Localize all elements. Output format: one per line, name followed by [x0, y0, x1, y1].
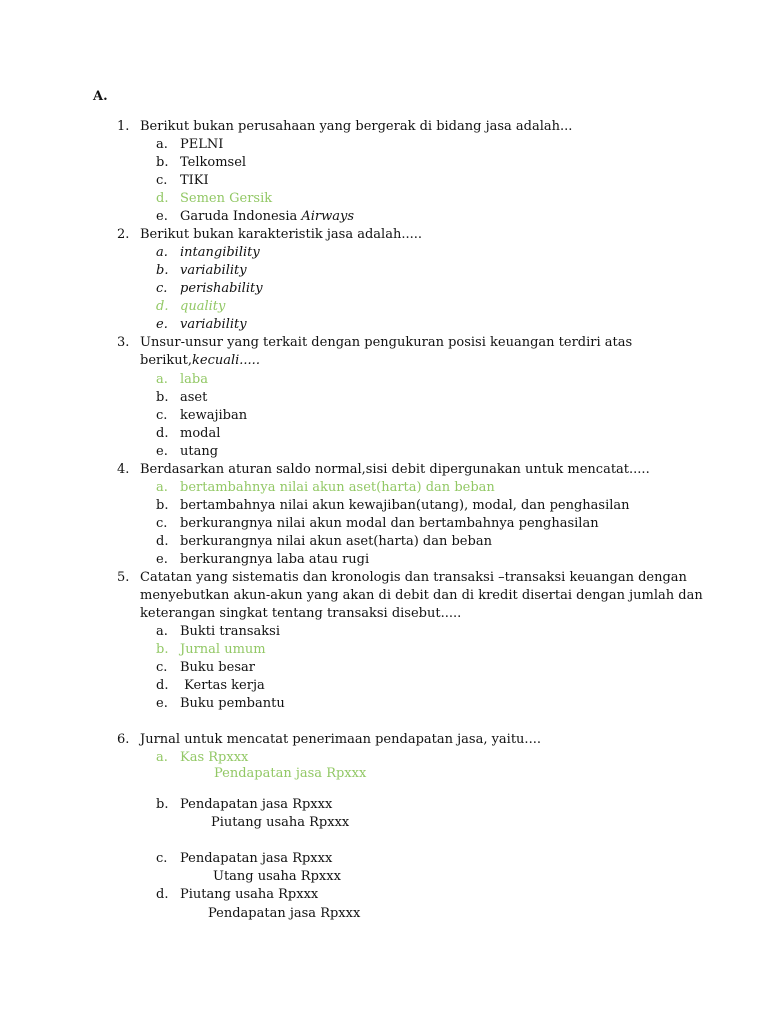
q2-option-c-letter: c. [156, 281, 168, 296]
q1-option-e-letter: e. [156, 209, 168, 224]
question-5-number: 5. [117, 570, 130, 585]
q4-option-b-letter: b. [156, 498, 169, 513]
q3-option-b-letter: b. [156, 390, 169, 405]
question-3-text-line2 [140, 352, 260, 370]
q6-option-a-text-correct: Kas Rpxxx [180, 750, 249, 765]
q4-option-c-text: berkurangnya nilai akun modal dan bertambahnya penghasilan [180, 516, 599, 531]
q1-option-e-main: Garuda Indonesia [180, 209, 302, 224]
q1-option-b-letter: b. [156, 155, 169, 170]
q2-option-a-text: intangibility [180, 245, 260, 260]
q1-option-e-italic: Airways [301, 209, 355, 224]
q3-option-e-text: utang [180, 444, 219, 459]
q5-option-e-letter: e. [156, 696, 168, 711]
q3-line2-main: berikut, [140, 353, 192, 368]
question-4-number: 4. [117, 462, 130, 477]
question-5-text: Catatan yang sistematis dan kronologis dan transaksi –transaksi keuangan dengan [140, 570, 687, 585]
question-6-text: Jurnal untuk mencatat penerimaan pendapatan jasa, yaitu.... [140, 732, 541, 747]
question-1-number: 1. [117, 119, 130, 134]
q6-option-b-text: Pendapatan jasa Rpxxx [180, 797, 333, 812]
q1-option-c-text: TIKI [180, 173, 209, 188]
q5-option-d-text: Kertas kerja [180, 678, 265, 693]
section-label: A. [93, 89, 108, 104]
q4-option-d-text: berkurangnya nilai akun aset(harta) dan beban [180, 534, 492, 549]
q6-option-a-letter: a. [156, 750, 168, 765]
question-4-text: Berdasarkan aturan saldo normal,sisi debit dipergunakan untuk mencatat..... [140, 462, 650, 477]
q5-option-e-text: Buku pembantu [180, 696, 285, 711]
q4-option-e-letter: e. [156, 552, 168, 567]
q3-option-a-letter: a. [156, 372, 168, 387]
q4-option-b-text: bertambahnya nilai akun kewajiban(utang), modal, dan penghasilan [180, 498, 630, 513]
q3-option-d-text: modal [180, 426, 221, 441]
q6-option-d-text: Piutang usaha Rpxxx [180, 887, 319, 902]
q2-option-e-text: variability [180, 317, 247, 332]
question-5-text-line2: menyebutkan akun-akun yang akan di debit dan di kredit disertai dengan jumlah dan [140, 588, 703, 603]
question-5-text-line3: keterangan singkat tentang transaksi disebut..... [140, 606, 462, 621]
q5-option-c-text: Buku besar [180, 660, 255, 675]
q6-option-a-sub-correct: Pendapatan jasa Rpxxx [214, 766, 367, 781]
q5-option-a-text: Bukti transaksi [180, 624, 281, 639]
q2-option-d-text-correct: quality [180, 299, 226, 314]
q4-option-d-letter: d. [156, 534, 169, 549]
question-3-number: 3. [117, 335, 130, 350]
q3-option-e-letter: e. [156, 444, 168, 459]
q6-option-c-letter: c. [156, 851, 168, 866]
q5-option-c-letter: c. [156, 660, 168, 675]
q5-option-b-text-correct: Jurnal umum [180, 642, 266, 657]
q6-option-c-sub: Utang usaha Rpxxx [213, 869, 341, 884]
q1-option-b-text: Telkomsel [180, 155, 247, 170]
q2-option-a-letter: a. [156, 245, 168, 260]
q6-option-b-sub: Piutang usaha Rpxxx [211, 815, 350, 830]
question-2-text: Berikut bukan karakteristik jasa adalah..... [140, 227, 422, 242]
q1-option-a-letter: a. [156, 137, 168, 152]
q6-option-d-sub: Pendapatan jasa Rpxxx [208, 906, 361, 921]
question-3-text: Unsur-unsur yang terkait dengan pengukuran posisi keuangan terdiri atas [140, 335, 633, 350]
question-6-number: 6. [117, 732, 130, 747]
q6-option-c-text: Pendapatan jasa Rpxxx [180, 851, 333, 866]
q1-option-c-letter: c. [156, 173, 168, 188]
q4-option-e-text: berkurangnya laba atau rugi [180, 552, 370, 567]
q3-option-c-letter: c. [156, 408, 168, 423]
q2-option-c-text: perishability [180, 281, 263, 296]
q2-option-b-text: variability [180, 263, 247, 278]
q3-option-a-text-correct: laba [180, 372, 208, 387]
q1-option-d-text-correct: Semen Gersik [180, 191, 273, 206]
question-2-number: 2. [117, 227, 130, 242]
q6-option-b-letter: b. [156, 797, 169, 812]
q2-option-b-letter: b. [156, 263, 169, 278]
q5-option-d-letter: d. [156, 678, 169, 693]
q1-option-e-text [180, 208, 354, 226]
q3-option-b-text: aset [180, 390, 208, 405]
q4-option-a-text-correct: bertambahnya nilai akun aset(harta) dan beban [180, 480, 495, 495]
q4-option-c-letter: c. [156, 516, 168, 531]
q4-option-a-letter: a. [156, 480, 168, 495]
question-1-text: Berikut bukan perusahaan yang bergerak di bidang jasa adalah... [140, 119, 573, 134]
q3-option-c-text: kewajiban [180, 408, 248, 423]
q2-option-d-letter: d. [156, 299, 169, 314]
q6-option-d-letter: d. [156, 887, 169, 902]
q5-option-a-letter: a. [156, 624, 168, 639]
q1-option-d-letter: d. [156, 191, 169, 206]
q5-option-b-letter: b. [156, 642, 169, 657]
q3-line2-italic: kecuali..... [192, 353, 260, 368]
q1-option-a-text: PELNI [180, 137, 224, 152]
q3-option-d-letter: d. [156, 426, 169, 441]
q2-option-e-letter: e. [156, 317, 168, 332]
